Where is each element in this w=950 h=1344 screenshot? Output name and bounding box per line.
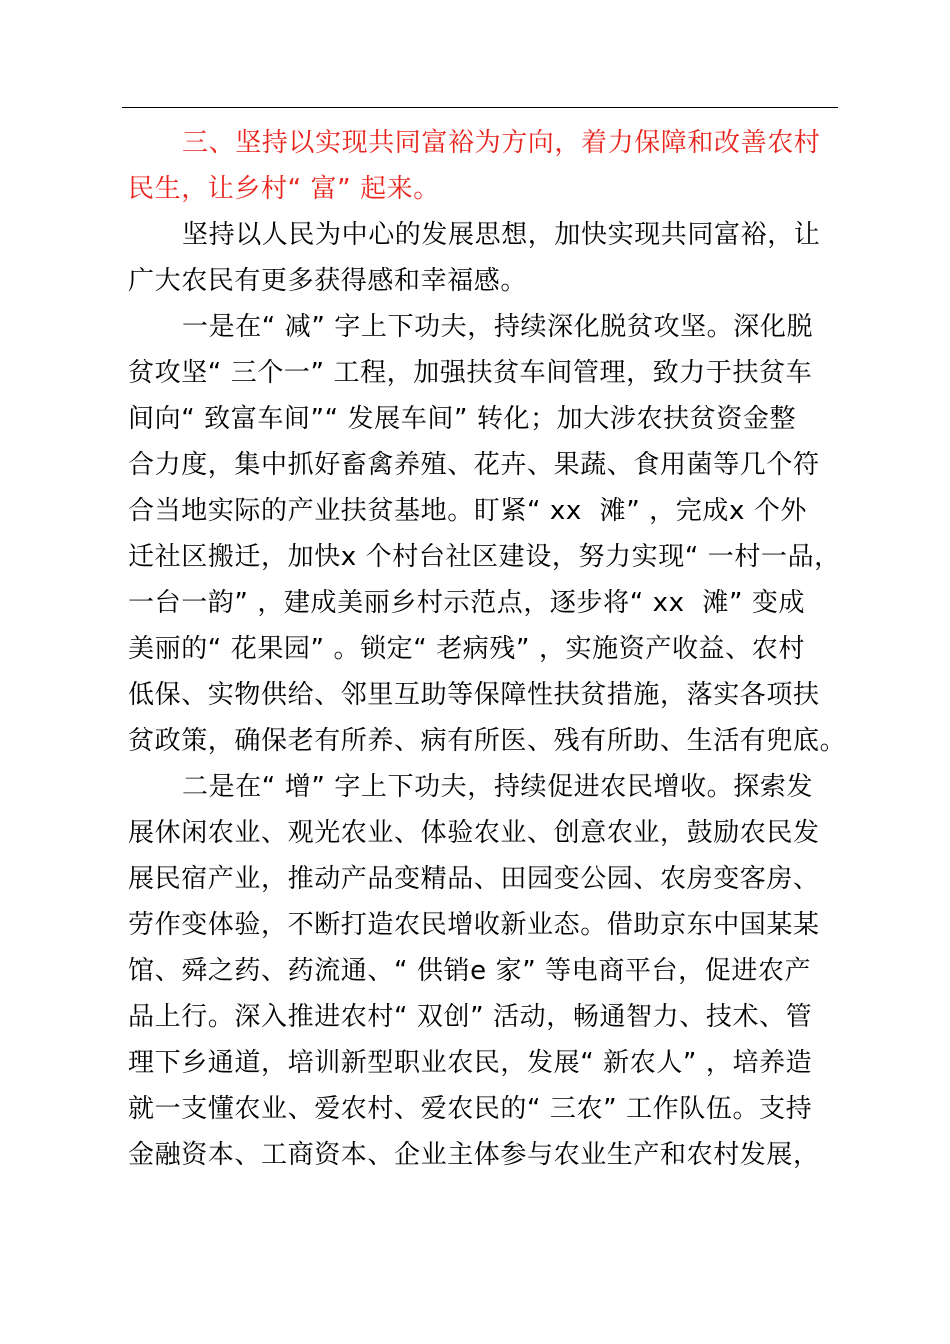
paragraph-line: 广大农民有更多获得感和幸福感。 — [128, 266, 528, 296]
paragraph-line: 展休闲农业、观光农业、体验农业、创意农业，鼓励农民发 — [128, 818, 820, 848]
paragraph-line: 劳作变体验，不断打造农民增收新业态。借助京东中国某某 — [128, 910, 820, 940]
paragraph-line: 美丽的“ 花果园” 。锁定“ 老病残” ，实施资产收益、农村 — [128, 634, 805, 664]
paragraph-line: 二是在“ 增” 字上下功夫，持续促进农民增收。探索发 — [182, 772, 814, 802]
paragraph-line: 间向“ 致富车间”“ 发展车间” 转化；加大涉农扶贫资金整 — [128, 404, 797, 434]
paragraph-line: 贫政策，确保老有所养、病有所医、残有所助、生活有兜底。 — [128, 726, 847, 756]
paragraph-line: 贫攻坚“ 三个一” 工程，加强扶贫车间管理，致力于扶贫车 — [128, 358, 813, 388]
paragraph-line: 金融资本、工商资本、企业主体参与农业生产和农村发展， — [128, 1140, 820, 1170]
paragraph-line: 一是在“ 减” 字上下功夫，持续深化脱贫攻坚。深化脱 — [182, 312, 814, 342]
paragraph-line: 合当地实际的产业扶贫基地。盯紧“ xx 滩” ，完成x 个外 — [128, 496, 808, 526]
paragraph-line: 一台一韵” ，建成美丽乡村示范点，逐步将“ xx 滩” 变成 — [128, 588, 806, 618]
paragraph-line: 迁社区搬迁，加快x 个村台社区建设，努力实现“ 一村一品， — [128, 542, 841, 572]
paragraph-line: 理下乡通道，培训新型职业农民，发展“ 新农人” ，培养造 — [128, 1048, 813, 1078]
paragraph-line: 低保、实物供给、邻里互助等保障性扶贫措施，落实各项扶 — [128, 680, 820, 710]
section-heading-line: 三、坚持以实现共同富裕为方向，着力保障和改善农村 — [182, 128, 821, 158]
header-rule — [122, 107, 838, 108]
paragraph-line: 坚持以人民为中心的发展思想，加快实现共同富裕，让 — [182, 220, 821, 250]
paragraph-line: 合力度，集中抓好畜禽养殖、花卉、果蔬、食用菌等几个符 — [128, 450, 820, 480]
paragraph-line: 品上行。深入推进农村“ 双创” 活动，畅通智力、技术、管 — [128, 1002, 813, 1032]
document-body — [128, 120, 847, 1178]
paragraph-line: 展民宿产业，推动产品变精品、田园变公园、农房变客房、 — [128, 864, 820, 894]
paragraph-line: 就一支懂农业、爱农村、爱农民的“ 三农” 工作队伍。支持 — [128, 1094, 813, 1124]
section-heading-line: 民生，让乡村“ 富” 起来。 — [128, 174, 440, 204]
paragraph-line: 馆、舜之药、药流通、“ 供销e 家” 等电商平台，促进农产 — [128, 956, 812, 986]
